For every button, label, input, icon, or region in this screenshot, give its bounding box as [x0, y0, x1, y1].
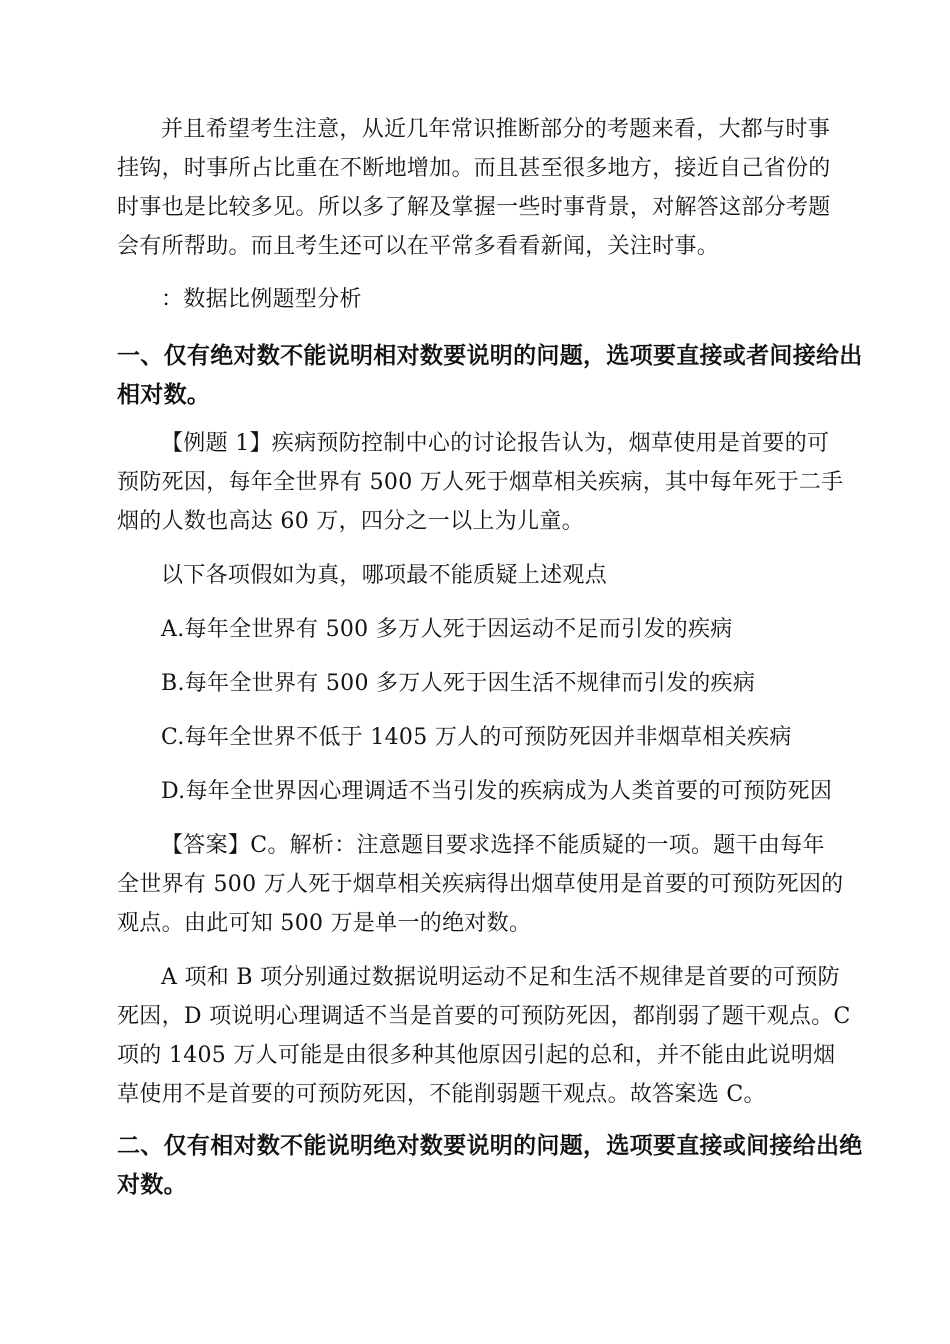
option-b: B.每年全世界有 500 多万人死于因生活不规律而引发的疾病 — [161, 671, 756, 696]
text-line: A 项和 B 项分别通过数据说明运动不足和生活不规律是首要的可预防 — [161, 965, 840, 990]
text-line: 预防死因，每年全世界有 500 万人死于烟草相关疾病，其中每年死于二手 — [117, 470, 844, 495]
text-line: 会有所帮助。而且考生还可以在平常多看看新闻，关注时事。 — [117, 234, 720, 259]
option-d: D.每年全世界因心理调适不当引发的疾病成为人类首要的可预防死因 — [161, 779, 833, 804]
text-line: 死因，D 项说明心理调适不当是首要的可预防死因，都削弱了题干观点。C — [117, 1004, 851, 1029]
text-line: 并且希望考生注意，从近几年常识推断部分的考题来看，大都与时事 — [161, 117, 831, 142]
intro-paragraph — [117, 110, 837, 266]
text-line: 草使用不是首要的可预防死因，不能削弱题干观点。故答案选 C。 — [117, 1082, 766, 1107]
text-line: 项的 1405 万人可能是由很多种其他原因引起的总和，并不能由此说明烟 — [117, 1043, 836, 1068]
question-text: 以下各项假如为真，哪项最不能质疑上述观点 — [161, 563, 608, 588]
heading-line: 二、仅有相对数不能说明绝对数要说明的问题，选项要直接或间接给出绝 — [117, 1132, 863, 1159]
text-line: 烟的人数也高达 60 万，四分之一以上为儿童。 — [117, 509, 584, 534]
heading-one — [117, 336, 863, 414]
text-line: 挂钩，时事所占比重在不断地增加。而且甚至很多地方，接近自己省份的 — [117, 156, 831, 181]
example-paragraph — [117, 424, 844, 541]
answer-paragraph — [117, 826, 844, 943]
text-line: 观点。由此可知 500 万是单一的绝对数。 — [117, 911, 532, 936]
heading-line: 对数。 — [117, 1171, 187, 1198]
text-line: 【答案】C。解析：注意题目要求选择不能质疑的一项。题干由每年 — [161, 833, 825, 858]
text-line: 时事也是比较多见。所以多了解及掌握一些时事背景，对解答这部分考题 — [117, 195, 831, 220]
text-line: 全世界有 500 万人死于烟草相关疾病得出烟草使用是首要的可预防死因的 — [117, 872, 844, 897]
heading-line: 一、仅有绝对数不能说明相对数要说明的问题，选项要直接或者间接给出 — [117, 342, 863, 369]
text-line: 【例题 1】疾病预防控制中心的讨论报告认为，烟草使用是首要的可 — [161, 431, 830, 456]
analysis-paragraph — [117, 958, 851, 1114]
heading-two — [117, 1126, 863, 1204]
section-subtitle: ：数据比例题型分析 — [161, 287, 362, 312]
option-a: A.每年全世界有 500 多万人死于因运动不足而引发的疾病 — [161, 617, 733, 642]
option-c: C.每年全世界不低于 1405 万人的可预防死因并非烟草相关疾病 — [161, 725, 792, 750]
heading-line: 相对数。 — [117, 381, 211, 408]
